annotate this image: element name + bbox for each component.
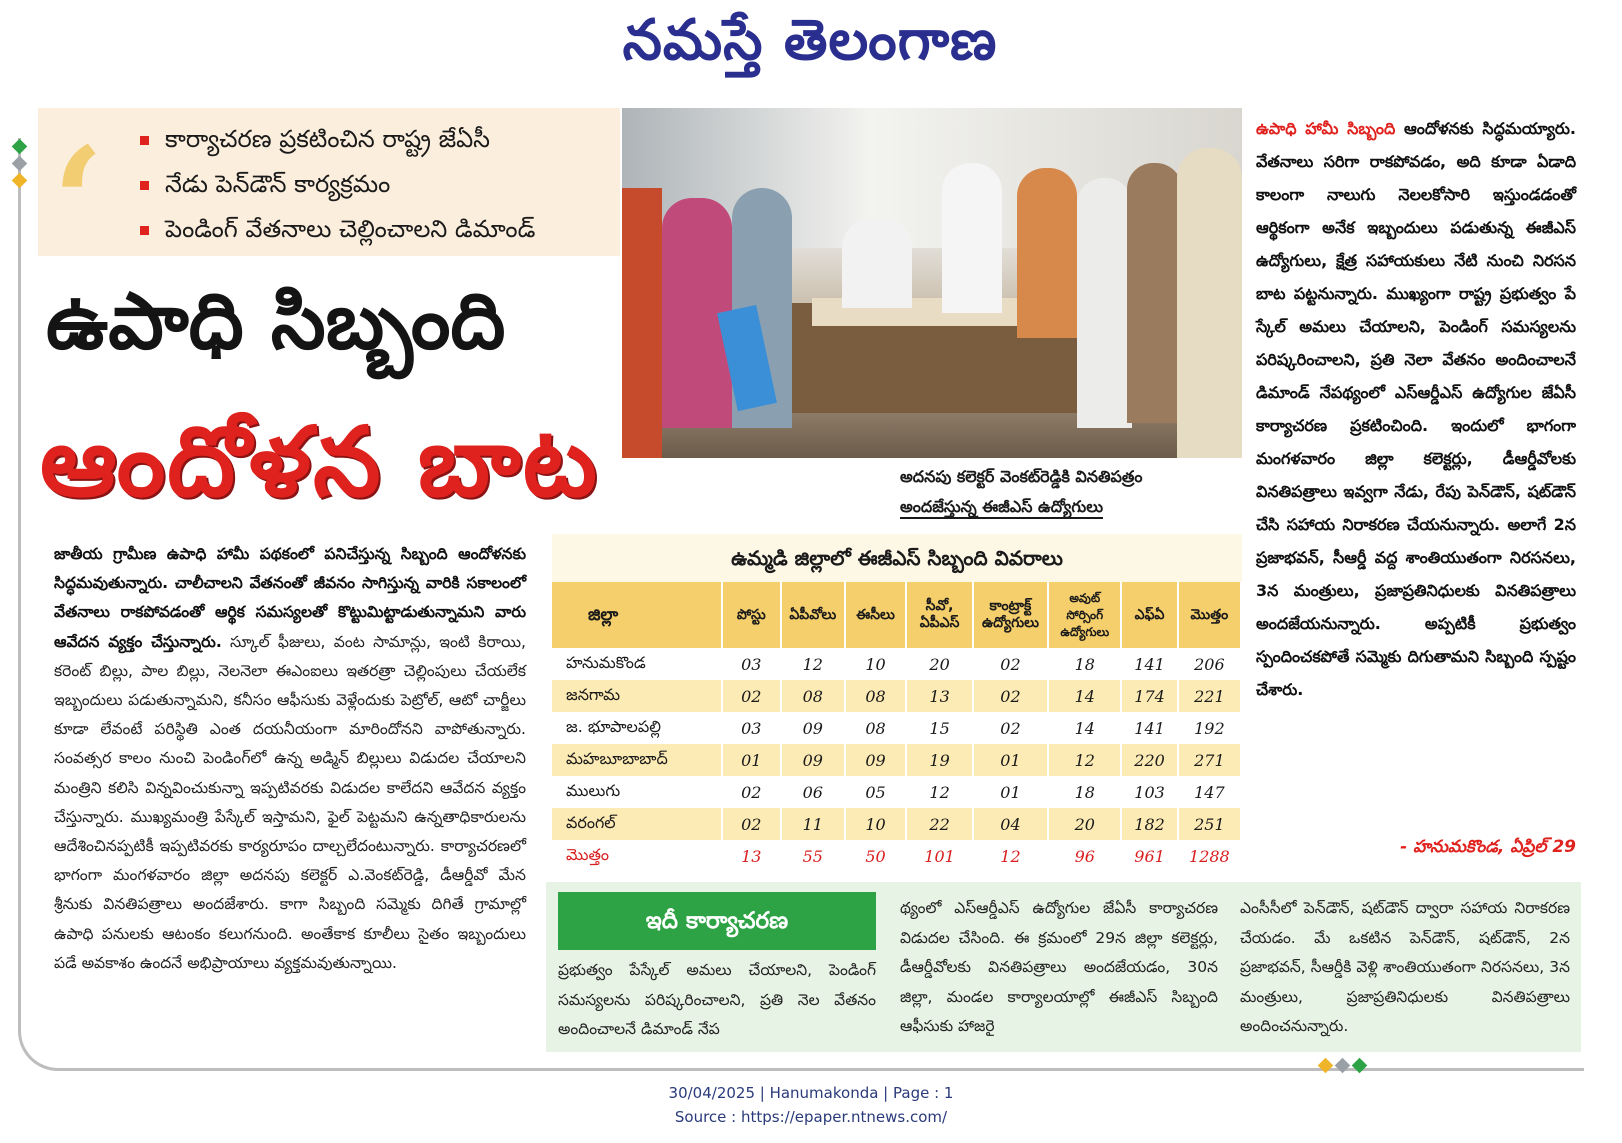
table-header-row xyxy=(552,582,1241,648)
masthead-logo: నమస్తే తెలంగాణ xyxy=(622,8,998,73)
table-cell: 141 xyxy=(1121,712,1177,744)
table-cell: 02 xyxy=(722,808,781,840)
table-cell: 220 xyxy=(1121,744,1177,776)
table-header: సీవో, ఏపీఎస్ xyxy=(906,582,972,648)
footer-edition-info: 30/04/2025 | Hanumakonda | Page : 1 xyxy=(668,1084,954,1102)
table-cell: 96 xyxy=(1048,840,1121,872)
highlight-item xyxy=(140,120,490,158)
table-cell: 103 xyxy=(1121,776,1177,808)
table-cell: 09 xyxy=(845,744,907,776)
photo-person xyxy=(1127,163,1182,423)
photo-caption-line-1: అదనపు కలెక్టర్ వెంకట్‌రెడ్డికి వినతిపత్రం xyxy=(900,467,1143,486)
table-title: ఉమ్మడి జిల్లాలో ఈజీఎస్ సిబ్బంది వివరాలు xyxy=(731,546,1063,570)
table-header: జిల్లా xyxy=(552,582,722,648)
action-plan-col-2: థ్యంలో ఎస్ఆర్డీఎస్ ఉద్యోగుల జేఏసీ కార్యాచరణ విడుదల చేసింది. ఈ క్రమంలో 29న జిల్లా కలెక్టర్లు, డీఆర్డీవోలకు వినతిపత్రాలు అందజేయడం, 30న జిల్లా, మండల కార్యాలయాల్లో ఈజీఎస్ సిబ్బంది ఆఫీసుకు హాజరై xyxy=(900,899,1218,1035)
table-cell: 02 xyxy=(973,680,1048,712)
table-cell: 15 xyxy=(906,712,972,744)
article-body-left xyxy=(54,540,526,1050)
table-header: ఈసీలు xyxy=(845,582,907,648)
table-cell: 01 xyxy=(973,776,1048,808)
table-cell: 12 xyxy=(781,648,845,680)
table-cell: 18 xyxy=(1048,648,1121,680)
action-plan-col-1: ప్రభుత్వం పేస్కేల్ అమలు చేయాలని, పెండింగ్ సమస్యలను పరిష్కరించాలని, ప్రతి నెల వేతనం అందించాలనే డిమాండ్ నేప xyxy=(558,961,876,1038)
table-row xyxy=(552,712,1241,744)
table-cell: 08 xyxy=(781,680,845,712)
table-header: కాంట్రాక్ట్ ఉద్యోగులు xyxy=(973,582,1048,648)
table-cell: 14 xyxy=(1048,712,1121,744)
table-cell: 1288 xyxy=(1178,840,1241,872)
news-photo xyxy=(622,108,1242,458)
bullet-icon xyxy=(140,136,149,145)
table-cell: జ. భూపాలపల్లి xyxy=(552,712,722,744)
article-right-lead: ఉపాధి హామీ సిబ్బంది xyxy=(1256,119,1396,138)
photo-caption-line-2: అందజేస్తున్న ఈజీఎస్ ఉద్యోగులు xyxy=(900,497,1103,519)
egs-staff-table xyxy=(552,582,1242,872)
table-cell: 141 xyxy=(1121,648,1177,680)
photo-person xyxy=(842,218,912,308)
table-cell: మహబూబాబాద్ xyxy=(552,744,722,776)
table-cell: 961 xyxy=(1121,840,1177,872)
table-cell: 05 xyxy=(845,776,907,808)
table-cell: 206 xyxy=(1178,648,1241,680)
photo-person xyxy=(1077,178,1132,428)
table-cell: 10 xyxy=(845,808,907,840)
table-row xyxy=(552,776,1241,808)
table-cell: 19 xyxy=(906,744,972,776)
table-cell: 08 xyxy=(845,712,907,744)
table-cell: 251 xyxy=(1178,808,1241,840)
photo-person xyxy=(622,188,662,458)
photo-person xyxy=(942,163,1002,313)
table-cell: 13 xyxy=(906,680,972,712)
table-cell: 50 xyxy=(845,840,907,872)
highlight-text: పెండింగ్ వేతనాలు చెల్లించాలని డిమాండ్ xyxy=(165,215,536,243)
table-cell: 174 xyxy=(1121,680,1177,712)
table-cell: 12 xyxy=(1048,744,1121,776)
table-row xyxy=(552,680,1241,712)
table-cell: 09 xyxy=(781,712,845,744)
table-cell: జనగామ xyxy=(552,680,722,712)
table-cell: 10 xyxy=(845,648,907,680)
table-cell: 09 xyxy=(781,744,845,776)
table-cell: వరంగల్ xyxy=(552,808,722,840)
action-plan-tag: ఇదీ కార్యాచరణ xyxy=(558,892,876,950)
table-cell: 18 xyxy=(1048,776,1121,808)
table-cell: మొత్తం xyxy=(552,840,722,872)
table-row xyxy=(552,744,1241,776)
table-cell: హనుమకొండ xyxy=(552,648,722,680)
highlight-text: నేడు పెన్‌డౌన్ కార్యక్రమం xyxy=(165,170,391,198)
photo-caption xyxy=(900,462,1220,524)
table-cell: 06 xyxy=(781,776,845,808)
table-header: మొత్తం xyxy=(1178,582,1241,648)
table-cell: 147 xyxy=(1178,776,1241,808)
photo-person xyxy=(1177,148,1242,458)
table-cell: 02 xyxy=(722,680,781,712)
table-cell: 20 xyxy=(906,648,972,680)
highlight-item xyxy=(140,210,535,248)
footer-source: Source : https://epaper.ntnews.com/ xyxy=(674,1108,948,1126)
headline-line-2: ఆందోళన బాట xyxy=(40,406,599,518)
headline-line-1: ఉపాధి సిబ్బంది xyxy=(46,277,506,367)
article-text: స్కూల్ ఫీజులు, వంట సామాన్లు, ఇంటి కిరాయి, కరెంట్ బిల్లు, పాల బిల్లు, నెలనెలా ఈఎంఐలు ఇతరత్రా చెల్లింపులు చేయలేక ఇబ్బందులు పడుతున్నామని, కనీసం ఆఫీసుకు వెళ్లేందుకు పెట్రోల్, ఆటో చార్జీలు కూడా లేవంటే పరిస్థితి ఎంత దయనీయంగా మారిందోనని వాపోతున్నారు. సంవత్సర కాలం నుంచి పెండింగ్‌లో ఉన్న అడ్మిన్ బిల్లులు విడుదల చేయాలని మంత్రిని కలిసి విన్నవించుకున్నా ఇప్పటివరకు విడుదల కాలేదని ఆవేదన వ్యక్తం చేస్తున్నారు. ముఖ్యమంత్రి పేస్కేల్ ఇస్తామని, ఫైల్ పెట్టమని ఉన్నతాధికారులను ఆదేశించినప్పటికీ ఇప్పటివరకు కార్యరూపం దాల్చలేదంటున్నారు. కార్యాచరణలో భాగంగా మంగళవారం జిల్లా అదనపు కలెక్టర్ ఎ.వెంకట్‌రెడ్డి, డీఆర్డీవో మేన శ్రీనుకు వినతిపత్రాలు అందజేశారు. కాగా సిబ్బంది సమ్మెకు దిగితే గ్రామాల్లో ఉపాధి పనులకు ఆటంకం కలుగనుంది. అంతేకాక కూలీలు సైతం ఇబ్బందులు పడే అవకాశం ఉందనే అభిప్రాయాలు వ్యక్తమవుతున్నాయి. xyxy=(54,632,526,972)
table-header: అవుట్ సోర్సింగ్ ఉద్యోగులు xyxy=(1048,582,1121,648)
table-cell: 01 xyxy=(973,744,1048,776)
table-cell: 14 xyxy=(1048,680,1121,712)
table-cell: 22 xyxy=(906,808,972,840)
table-row xyxy=(552,808,1241,840)
table-cell: 11 xyxy=(781,808,845,840)
highlight-item xyxy=(140,165,390,203)
table-cell: 12 xyxy=(906,776,972,808)
table-header: ఎఫ్ఏ xyxy=(1121,582,1177,648)
bullet-icon xyxy=(140,226,149,235)
table-row xyxy=(552,648,1241,680)
table-cell: 55 xyxy=(781,840,845,872)
article-right-text: ఆందోళనకు సిద్ధమయ్యారు. వేతనాలు సరిగా రాకపోవడం, అది కూడా ఏడాది కాలంగా నాలుగు నెలలకోసారి ఇస్తుండడంతో ఆర్థికంగా అనేక ఇబ్బందులు పడుతున్న ఈజీఎస్ ఉద్యోగులు, క్షేత్ర సహాయకులు నేటి నుంచి నిరసన బాట పట్టనున్నారు. ముఖ్యంగా రాష్ట్ర ప్రభుత్వం పే స్కేల్ అమలు చేయాలని, పెండింగ్ సమస్యలను పరిష్కరించాలని, ప్రతి నెలా వేతనం అందించాలనే డిమాండ్ నేపథ్యంలో ఎస్ఆర్డీఎస్ ఉద్యోగుల జేఏసీ కార్యాచరణ ప్రకటించింది. ఇందులో భాగంగా మంగళవారం జిల్లా కలెక్టర్లు, డీఆర్డీవోలకు వినతిపత్రాలు ఇవ్వగా నేడు, రేపు పెన్‌డౌన్, షట్‌డౌన్ చేసి సహాయ నిరాకరణ చేయనున్నారు. అలాగే 2న ప్రజాభవన్, సీఆర్డీ వద్ద శాంతియుతంగా నిరసనలు, 3న మంత్రులు, ప్రజాప్రతినిధులకు వినతిపత్రాలు అందజేయనున్నారు. అప్పటికీ ప్రభుత్వం స్పందించకపోతే సమ్మెకు దిగుతామని సిబ్బంది స్పష్టం చేశారు. xyxy=(1256,119,1577,699)
table-cell: 03 xyxy=(722,712,781,744)
bullet-icon xyxy=(140,181,149,190)
action-plan-col-3: ఎంసీసీలో పెన్‌డౌన్, షట్‌డౌన్ ద్వారా సహాయ నిరాకరణ చేయడం. మే ఒకటిన పెన్‌డౌన్, షట్‌డౌన్, 2న ప్రజాభవన్, సీఆర్డీకి వెళ్లి శాంతియుతంగా నిరసనలు, 3న మంత్రులు, ప్రజాప్రతినిధులకు వినతిపత్రాలు అందించనున్నారు. xyxy=(1240,899,1570,1035)
table-cell: 03 xyxy=(722,648,781,680)
table-cell: ములుగు xyxy=(552,776,722,808)
table-cell: 13 xyxy=(722,840,781,872)
table-cell: 08 xyxy=(845,680,907,712)
table-cell: 221 xyxy=(1178,680,1241,712)
table-cell: 20 xyxy=(1048,808,1121,840)
table-header: పోస్టు xyxy=(722,582,781,648)
highlight-text: కార్యాచరణ ప్రకటించిన రాష్ట్ర జేఏసీ xyxy=(165,125,491,153)
table-header: ఏపీవోలు xyxy=(781,582,845,648)
table-cell: 01 xyxy=(722,744,781,776)
article-body-right xyxy=(1256,112,1576,872)
photo-person xyxy=(1017,168,1077,338)
table-cell: 182 xyxy=(1121,808,1177,840)
table-cell: 02 xyxy=(722,776,781,808)
table-cell: 271 xyxy=(1178,744,1241,776)
table-cell: 12 xyxy=(973,840,1048,872)
table-cell: 192 xyxy=(1178,712,1241,744)
table-cell: 02 xyxy=(973,648,1048,680)
table-total-row xyxy=(552,840,1241,872)
table-cell: 02 xyxy=(973,712,1048,744)
quote-mark-icon: ‘ xyxy=(52,115,105,291)
table-cell: 04 xyxy=(973,808,1048,840)
dateline: - హనుమకొండ, ఏప్రిల్ 29 xyxy=(1400,837,1576,857)
table-cell: 101 xyxy=(906,840,972,872)
article-lead: జాతీయ గ్రామీణ ఉపాధి హామీ పథకంలో పనిచేస్తున్న సిబ్బంది ఆందోళనకు సిద్ధమవుతున్నారు. చాలీచాలని వేతనంతో జీవనం సాగిస్తున్న వారికి సకాలంలో వేతనాలు రాకపోవడంతో ఆర్థిక సమస్యలతో కొట్టుమిట్టాడుతున్నామని వారు ఆవేదన వ్యక్తం చేస్తున్నారు. xyxy=(54,545,526,651)
